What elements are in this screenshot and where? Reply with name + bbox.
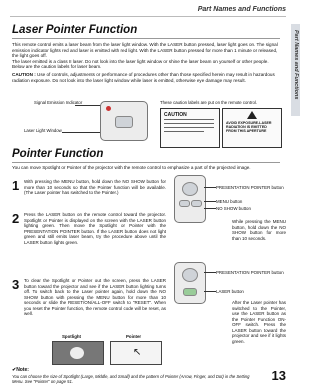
running-header: Part Names and Functions [197,6,286,13]
presentation-pointer-button-illus [182,182,198,196]
laser-section-title: Laser Pointer Function [12,24,138,36]
laser-window-label: Laser Light Window [24,128,62,133]
warning-triangle-icon [247,111,257,119]
sticker-line-4 [164,131,204,132]
presentation-pointer-button-illus-2 [182,268,198,282]
step-3-text: To clear the Spotlight or Pointer out the screen, press the LASER button toward the projector and see if the LASER button lighting turns off. To switch back to the Laser pointer again, hold down the NO SHOW button with pressing the MENU button for more than 10 seconds or slide the RESET/ON/ALL-OFF switch to "RESET". When you reset the Pointer function, the remote control code will be reset, as well. [24,278,166,316]
noshow-label: NO SHOW button [216,206,251,211]
laser-paragraph-2: The laser emitted is a class II laser. Do not look into the laser light window or shine the laser beam on yourself or other people. Below are the caution labels for laser beam. [12,58,269,70]
labels-note: These caution labels are put on the remote control. [160,100,257,105]
menu-label: MENU button [216,199,243,204]
laser-paragraph [12,42,278,70]
menu-leader [204,201,216,202]
caution-sticker-title: CAUTION [164,112,187,118]
note-title: ✔Note: [12,367,29,373]
ppb2-leader [204,272,216,273]
menu-button-illus [179,200,190,207]
laser-note: After the Laser pointer has switched to the Pointer, use the LASER button as the Pointer Function ON-OFF switch. Press the LASER button toward the projector and see if it lights green. [232,300,286,344]
sticker-line-1 [164,119,214,120]
arrow-pointer-icon: ↖ [133,347,142,358]
remote-illustration-1 [174,175,206,223]
ppb-leader [204,187,216,188]
note-text: You can choose the size of Spotlight (Large, Middle, and Small) and the pattern of Pointer (Arrow, Finger, and Dot) in the Setting Menu. See "Pointer" on page 51. [12,374,250,384]
pointer-label: Pointer [126,334,142,339]
step-2-number: 2 [12,211,20,226]
step-1-number: 1 [12,178,20,193]
laser-caution [12,72,278,83]
remote-top-illustration [100,101,148,141]
side-tab-label: Part Names and Functions [293,30,299,100]
step-3-number: 3 [12,277,20,292]
laser-title-rule [12,38,280,39]
ppb-label-2: PRESENTATION POINTER button [216,270,284,275]
sticker-line-2 [164,123,214,124]
noshow-button-illus [191,200,202,207]
step-2-text: Press the LASER button on the remote control toward the projector. Spotlight or Pointer is displayed on the screen with the LASER button lighting green. Then move the Spotlight or Pointer with the PRESENTATION POINTER button. If the LASER button does not light green and still emits laser beam, try the procedure above until the LASER button lights green. [24,212,166,245]
sticker-line-3 [164,127,214,128]
caution-label: CAUTION : [12,72,36,77]
laser-button-label: LASER button [216,289,244,294]
caution-label-sticker [160,108,220,148]
pointer-title-rule [12,162,280,163]
step-1-text: With pressing the MENU button, hold down the NO SHOW button for more than 10 seconds so that the Pointer function will be available. (The Laser pointer has switched to the Pointer.) [24,179,166,195]
caution-text: Use of controls, adjustments or performance of procedures other than those specified herein may result in hazardous radiation exposure. Do not look into the laser light window while laser is emitted, otherwise eye damage may result. [12,72,275,83]
laser-button-illus [183,288,197,296]
window-leader-line [62,132,102,133]
noshow-leader [204,208,216,209]
menu-note: While pressing the MENU button, hold down the NO SHOW button for more than 10 seconds. [232,219,286,241]
avoid-text: AVOID EXPOSURE-LASER RADIATION IS EMITTED FROM THIS APERTURE [226,121,272,134]
pointer-section-title: Pointer Function [12,148,104,160]
pointer-illustration [110,341,162,365]
spotlight-circle [70,347,84,359]
remote-button-illus [115,116,133,128]
signal-indicator-dot [106,106,111,111]
ppb-label: PRESENTATION POINTER button [216,185,284,190]
laser-leader [204,291,216,292]
avoid-label-sticker [222,108,282,148]
remote-illustration-2 [174,262,206,304]
pointer-intro: You can move Spotlight or Pointer of the projector with the remote control to emphasize a part of the projected image. [12,165,251,170]
spotlight-label: Spotlight [62,334,82,339]
laser-paragraph-1: This remote control emits a laser beam from the laser light window. With the LASER button pressed, laser light goes on. The signal emission indicator lights red and laser is emitted with red light. With the LASER button pressed for more than 1 minute or released, the light goes off. [12,42,278,59]
spotlight-illustration [52,341,104,365]
header-rule [10,16,286,17]
signal-indicator-label: Signal Emission Indicator [34,100,83,105]
page-number: 13 [271,368,286,383]
